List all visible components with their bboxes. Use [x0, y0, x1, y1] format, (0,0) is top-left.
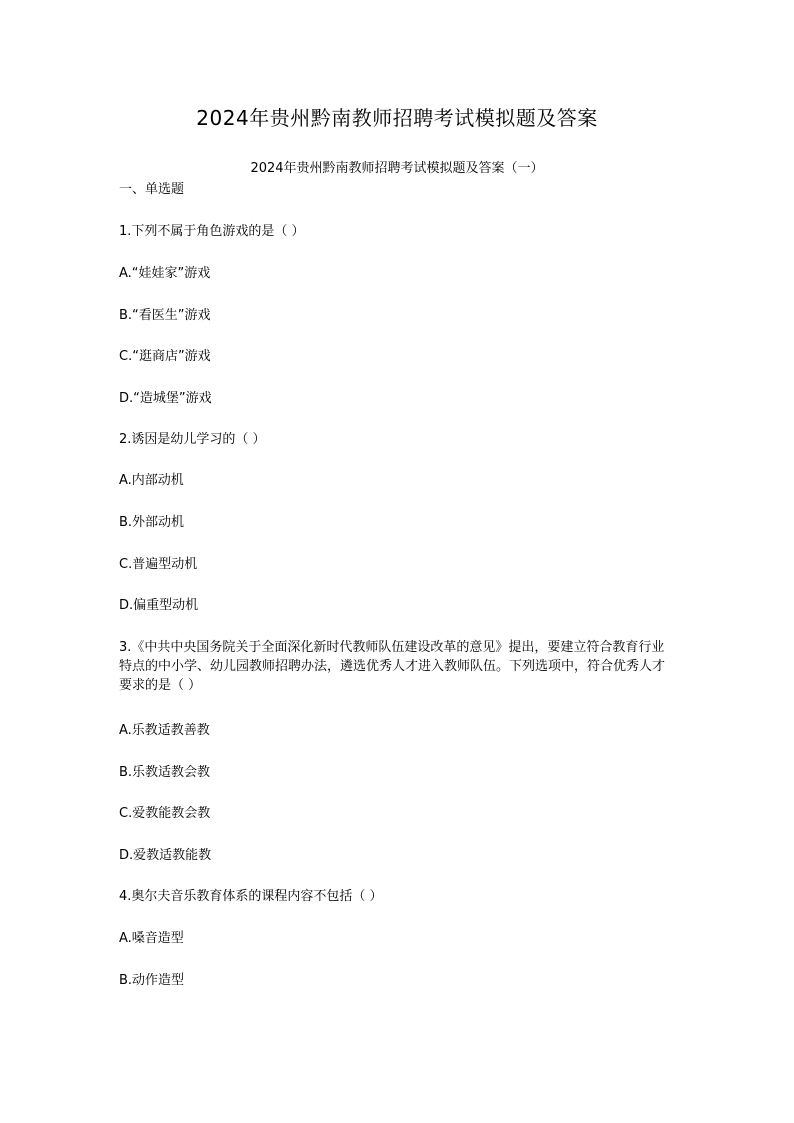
question-2-option-b: B.外部动机	[119, 515, 185, 530]
question-3-option-a: A.乐教适教善教	[119, 723, 210, 738]
question-2-stem: 2.诱因是幼儿学习的（ ）	[119, 432, 266, 447]
section-heading: 一、单选题	[119, 182, 185, 197]
question-3-option-d: D.爱教适教能教	[119, 848, 212, 863]
question-3-option-c: C.爱教能教会教	[119, 806, 211, 821]
question-3-option-b: B.乐教适教会教	[119, 765, 211, 780]
question-1-option-b: B.“看医生”游戏	[119, 308, 211, 323]
question-2-option-a: A.内部动机	[119, 473, 184, 488]
question-1-stem: 1.下列不属于角色游戏的是（ ）	[119, 224, 305, 239]
question-2-option-d: D.偏重型动机	[119, 598, 199, 613]
question-1-option-d: D.“造城堡”游戏	[119, 391, 212, 406]
question-1-option-a: A.“娃娃家”游戏	[119, 266, 211, 281]
question-4-option-a: A.嗓音造型	[119, 931, 184, 946]
question-4-option-b: B.动作造型	[119, 973, 185, 988]
question-4-stem: 4.奥尔夫音乐教育体系的课程内容不包括（ ）	[119, 889, 383, 904]
question-3-stem: 3.《中共中央国务院关于全面深化新时代教师队伍建设改革的意见》提出，要建立符合教育行业特点的中小学、幼儿园教师招聘办法，遴选优秀人才进入教师队伍。下列选项中，符合优秀人才要求的是（ ）	[119, 640, 666, 693]
question-2-option-c: C.普遍型动机	[119, 557, 198, 572]
document-subtitle: 2024年贵州黔南教师招聘考试模拟题及答案（一）	[250, 161, 544, 176]
document-title: 2024年贵州黔南教师招聘考试模拟题及答案	[196, 106, 598, 130]
question-1-option-c: C.“逛商店”游戏	[119, 349, 211, 364]
